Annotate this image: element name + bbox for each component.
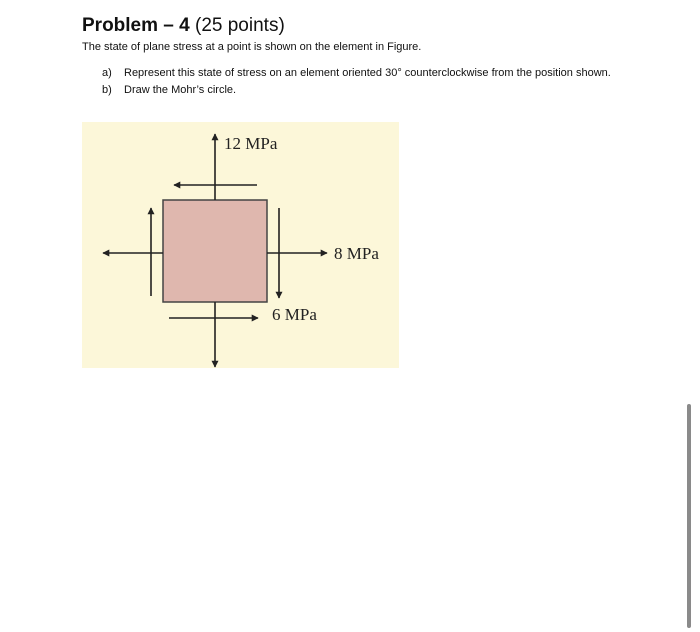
task-text-b: Draw the Mohr’s circle. xyxy=(124,84,237,96)
label-shear-stress: 6 MPa xyxy=(272,305,317,324)
task-marker-a: a) xyxy=(102,67,112,79)
task-text-a: Represent this state of stress on an element oriented 30° counterclockwise from the position shown. xyxy=(124,67,611,79)
vertical-scrollbar[interactable] xyxy=(687,404,691,628)
stress-element-figure xyxy=(82,122,399,368)
problem-statement: The state of plane stress at a point is shown on the element in Figure. xyxy=(82,41,422,53)
task-marker-b: b) xyxy=(102,84,112,96)
label-normal-stress-y: 12 MPa xyxy=(224,134,278,153)
problem-number: Problem – 4 xyxy=(82,15,190,36)
problem-points: (25 points) xyxy=(189,15,285,36)
stress-element-square xyxy=(163,200,267,302)
stress-element-diagram xyxy=(82,122,399,368)
task-list xyxy=(102,66,612,100)
task-item-a xyxy=(102,66,612,81)
problem-title xyxy=(82,14,285,38)
task-item-b xyxy=(102,83,612,98)
label-normal-stress-x: 8 MPa xyxy=(334,244,379,263)
